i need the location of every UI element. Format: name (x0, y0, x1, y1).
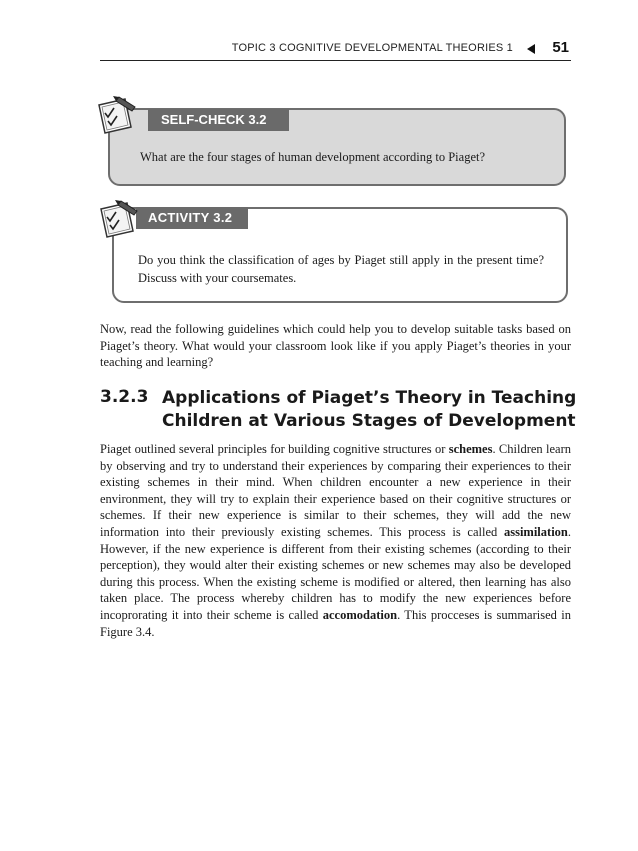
checklist-pencil-icon (95, 95, 139, 135)
main-paragraph (100, 441, 571, 640)
term-accomodation: accomodation (322, 607, 398, 622)
activity-label: ACTIVITY 3.2 (136, 207, 248, 229)
activity-text: Do you think the classification of ages by Piaget still apply in the present time? Discuss with your coursemates. (138, 253, 544, 285)
paragraph-text: Piaget outlined several principles for building cognitive structures or (100, 442, 449, 456)
header-topic: TOPIC 3 COGNITIVE DEVELOPMENTAL THEORIES 1 (231, 42, 513, 54)
term-schemes: schemes (448, 442, 493, 456)
paragraph-text: . This procceses is summarised in Figure 3.4. (100, 607, 571, 639)
self-check-question: What are the four stages of human development according to Piaget? (140, 150, 486, 164)
paragraph-text: . However, if the new experience is different from their existing schemes (according to their perception), they would alter their existing schemes or new schemes may also be developed during this process. When the existing scheme is modified or altered, then learning has also taken place. The process whereby children has to modify the new experiences before incoprorating it into their scheme is called (100, 524, 571, 622)
term-assimilation: assimilation (503, 524, 568, 539)
running-header (100, 38, 571, 61)
checklist-pencil-icon (97, 199, 141, 239)
self-check-label: SELF-CHECK 3.2 (148, 109, 289, 131)
section-number: 3.2.3 (100, 387, 149, 407)
paragraph-text: . Children learn by observing and try to understand their experiences by comparing their experiences to their existing schemes in their mind. When children encounter a new experience in their environment, they will try to explain their experience based on their cognitive structures or schemes. If their new experience is similar to their schemes, they will add the new information into their previously existing schemes. This process is called (100, 442, 571, 539)
section-title: Applications of Piaget’s Theory in Teaching Children at Various Stages of Development (162, 388, 577, 431)
arrow-left-icon (527, 44, 535, 54)
page-number: 51 (552, 39, 569, 56)
intro-paragraph: Now, read the following guidelines which could help you to develop suitable tasks based on Piaget’s theory. What would your classroom look like if you apply Piaget’s theories in your teaching and learning? (100, 322, 571, 370)
